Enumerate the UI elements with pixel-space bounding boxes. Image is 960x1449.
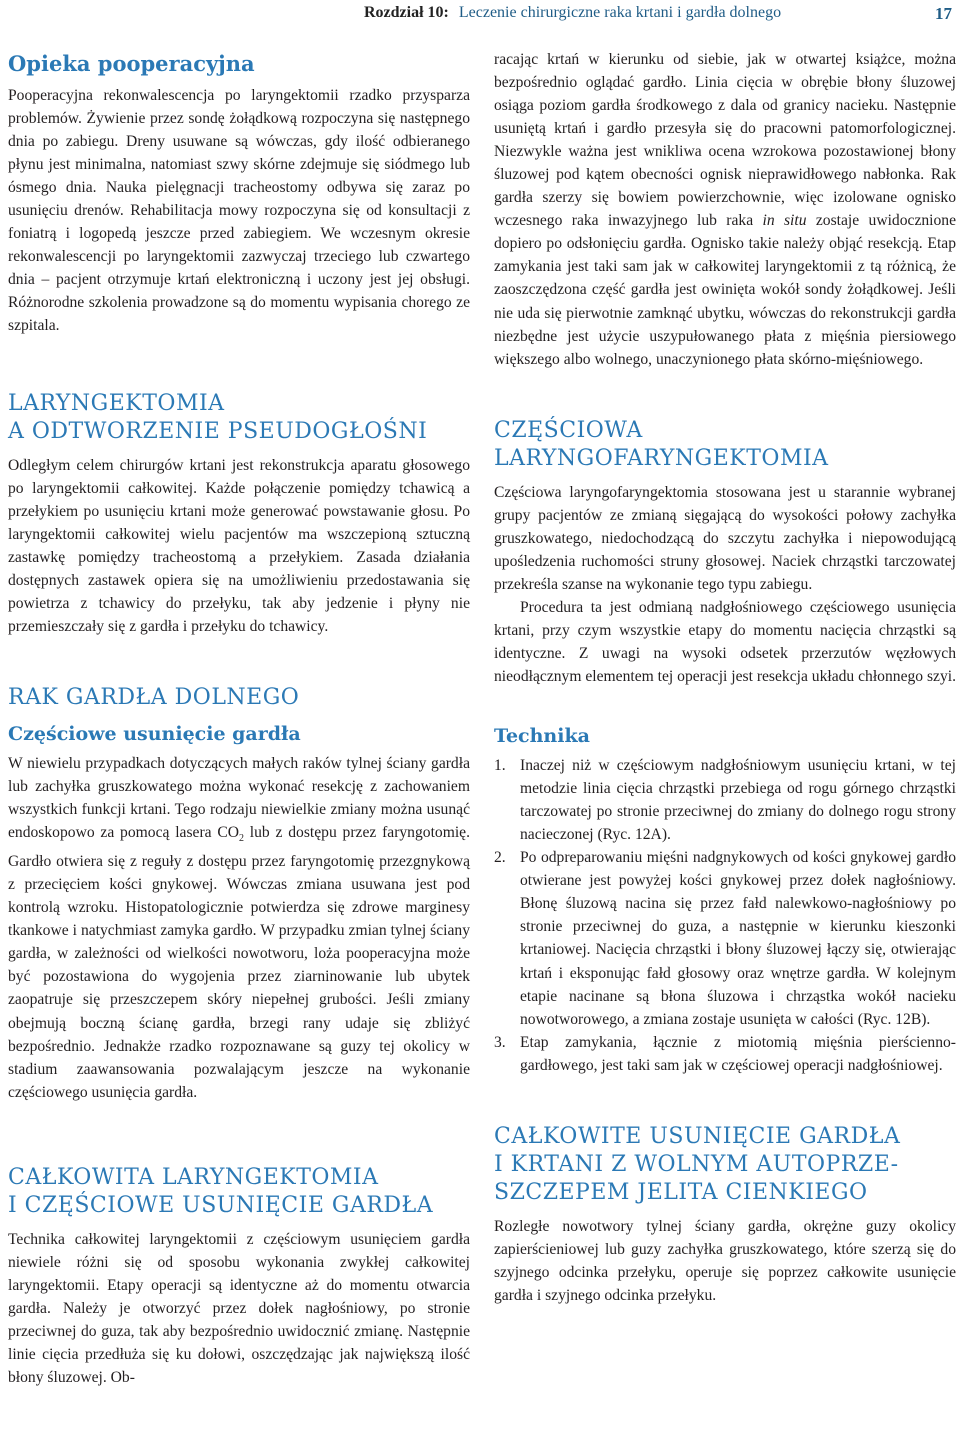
list-item	[494, 754, 956, 846]
paragraph-postoperative-care: Pooperacyjna rekonwalescencja po laryngektomii rzadko przysparza problemów. Żywienie przez sondę żołądkową rozpoczyna się następnego dnia po zabiegu. Dreny usuwane są wówczas, gdy ilość odbieranego płynu jest minimalna, natomiast szwy skórne zdejmuje się siódmego lub ósmego dnia. Nauka pielęgnacji tracheostomy odbywa się zaraz po usunięciu drenów. Rehabilitacja mowy rozpoczyna się od konsultacji z foniatrą i logopedą jeszcze przed zabiegiem. We wczesnym okresie rekonwalescencji po laryngektomii zazwyczaj trzeciego lub czwartego dnia – pacjent otrzymuje krtań elektroniczną i uczony jest jej obsługi. Różnorodne szkolenia prowadzone są do momentu wypisania chorego ze szpitala.	[8, 87, 470, 335]
paragraph-total-pharyngolaryngectomy-jejunum: Rozległe nowotwory tylnej ściany gardła, okrężne guzy okolicy zapierścieniowej lub guzy zachyłka gruszkowatego, które szerzą się do szyjnego odcinka przełyku, operuje się poprzez całkowite usunięcie gardła i szyjnego odcinka przełyku.	[494, 1217, 956, 1304]
section-title-line: A ODTWORZENIE PSEUDOGŁOŚNI	[8, 418, 428, 444]
right-column	[494, 48, 956, 1307]
text-part: racając krtań w kierunku od siebie, jak w otwartej książce, można bezpośrednio oglądać gardło. Linia cięcia w obrębie błony śluzowej osiąga poziom gardła środkowego z dala od granicy nacieku. Następnie usuniętą krtań i gardło przesyła się do pracowni patomorfologicznej. Niezwykle ważna jest wnikliwa ocena wzrokowa pozostawionej błony śluzowej pod kątem obecności ognisk nieprawidłowego nabłonka. Rak gardła szerzy się bowiem powierzchownie, więc izolowane ognisko wczesnego raka inwazyjnego lub raka	[494, 51, 956, 230]
list-number: 3.	[494, 1033, 506, 1051]
section-title-line: CZĘŚCIOWA	[494, 417, 643, 443]
technique-steps-list	[494, 754, 956, 1077]
section-title-line: I KRTANI Z WOLNYM AUTOPRZE-	[494, 1151, 899, 1177]
list-item	[494, 846, 956, 1030]
chapter-label: Rozdział 10:	[364, 4, 449, 21]
section-title-line: SZCZEPEM JELITA CIENKIEGO	[494, 1179, 868, 1205]
paragraph-total-laryngectomy-partial-pharyngectomy: Technika całkowitej laryngektomii z częściowym usunięciem gardła niewiele różni się od sposobu wykonania zwykłej całkowitej laryngektomii. Etapy operacji są identyczne aż do momentu otwarcia gardła. Należy je otworzyć przez dołek nagłośniowy, po stronie przeciwnej do guza, tak aby bezpośrednio uwidocznić zmianę. Następnie linie cięcia przedłuża się ku dołowi, oszczędzając jak największą ilość błony śluzowej. Ob-	[8, 1230, 470, 1386]
section-title-line: I CZĘŚCIOWE USUNIĘCIE GARDŁA	[8, 1192, 434, 1218]
section-title-total-laryngectomy-partial-pharyngectomy	[8, 1164, 470, 1220]
section-title-total-pharyngolaryngectomy-jejunum	[494, 1123, 956, 1207]
section-title-line: LARYNGOFARYNGEKTOMIA	[494, 445, 829, 471]
section-title-hypopharynx-cancer: RAK GARDŁA DOLNEGO	[8, 684, 300, 710]
page-number: 17	[935, 4, 952, 23]
paragraph-continuation	[494, 48, 956, 371]
subsection-title-technique: Technika	[494, 725, 590, 748]
section-title-line: CAŁKOWITA LARYNGEKTOMIA	[8, 1164, 379, 1190]
subscript-2: 2	[239, 833, 245, 845]
section-title-line: LARYNGEKTOMIA	[8, 390, 225, 416]
left-column	[8, 48, 470, 1389]
paragraph-partial-pharyngectomy	[8, 752, 470, 1104]
list-text: Inaczej niż w częściowym nadgłośniowym usunięciu krtani, w tej metodzie linia cięcia chrząstki przebiega od rogu górnego chrząstki tarczowatej po stronie przeciwnej do zmiany do dolnego rogu strony nacieczonej (Ryc. 12A).	[520, 757, 956, 844]
section-title-postoperative-care: Opieka pooperacyjna	[8, 51, 255, 76]
paragraph-partial-laryngopharyngectomy-1: Częściowa laryngofaryngektomia stosowana jest u starannie wybranej grupy pacjentów ze zmianą sięgającą do wysokości połowy zachyłka gruszkowatego, niedochodzącą do szczytu zachyłka i niepowodującą upośledzenia ruchomości struny głosowej. Naciek chrząstki tarczowatej przekreśla szanse na wykonanie tego typu zabiegu.	[494, 483, 956, 593]
text-part: lub z dostępu przez faryngotomię. Gardło otwiera się z reguły z dostępu przez faryngotomię przezgnykową z przecięciem kości gnykowej. Wówczas zmiana usuwana jest pod kontrolą wzroku. Histopatologicznie potwierdza się zdrowe marginesy tkankowe i natychmiast zamyka gardło. W przypadku zmian tylnej ściany gardła, w zależności od wielkości nowotworu, loża pooperacyjna może być pozostawiona do wygojenia przez ziarninowanie lub ubytek zaopatruje się przeszczepem skóry niepełnej grubości. Jeśli zmiany obejmują boczną ścianę gardła, brzegi rany udaje się zbliżyć bezpośrednio. Jednakże rzadko rozpoznawane są guzy tej okolicy w stadium zaawansowania pozwalającym jeszcze na wykonanie częściowego usunięcia gardła.	[8, 824, 470, 1101]
list-text: Po odpreparowaniu mięśni nadgnykowych od kości gnykowej gardło otwierane jest powyżej kości gnykowej przez dołek nagłośniowy. Błonę śluzową nacina się przez fałd nalewkowo-nagłośniowy po stronie przeciwnej do guza, a następnie w kierunku kieszonki krtaniowej. Nacięcia chrząstki i błony śluzowej łączy się, otwierając krtań i eksponując fałd głosowy oraz wnętrze gardła. W kolejnym etapie nacinane są błona śluzowa i chrząstka wokół nacieku nowotworowego, a zmiana zostaje usunięta w całości (Ryc. 12B).	[520, 849, 956, 1028]
text-part: W niewielu przypadkach dotyczących małych raków tylnej ściany gardła lub zachyłka gruszkowatego można wykonać resekcję z zachowaniem wszystkich funkcji krtani. Tego rodzaju niewielkie zmiany można usunąć endoskopowo za pomocą lasera CO	[8, 754, 470, 842]
list-number: 2.	[494, 849, 506, 867]
section-title-line: CAŁKOWITE USUNIĘCIE GARDŁA	[494, 1123, 901, 1149]
list-item	[494, 1031, 956, 1077]
section-title-partial-laryngopharyngectomy	[494, 417, 956, 473]
text-part: zostaje uwidocznione dopiero po odsłonięciu gardła. Ognisko takie należy objąć resekcją. Etap zamykania jest taki sam jak w całkowitej laryngektomii z tą różnicą, że zaoszczędzona część gardła jest owinięta wokół sondy żołądkowej. Jeśli nie uda się pierwotnie zamknąć ubytku, wówczas do rekonstrukcji gardła niezbędne jest użycie uszypułowanego płata z mięśnia piersiowego większego albo wolnego, unaczynionego płata skórno-mięśniowego.	[494, 212, 957, 368]
list-text: Etap zamykania, łącznie z miotomią mięśnia pierścienno-gardłowego, jest taki sam jak w częściowej operacji nadgłośniowej.	[520, 1033, 956, 1074]
subsection-title-partial-pharyngectomy: Częściowe usunięcie gardła	[8, 722, 301, 745]
paragraph-laryngectomy-voice: Odległym celem chirurgów krtani jest rekonstrukcja aparatu głosowego po laryngektomii całkowitej. Każde połączenie pomiędzy tchawicą a przełykiem po usunięciu krtani może generować powstawanie głosu. Po laryngektomii całkowitej wielu pacjentów ma wszczepioną sztuczną zastawkę pomiędzy tracheostomą a przełykiem. Zasada działania dostępnych zastawek opiera się na umożliwieniu przedostawania się powietrza z tchawicy do przełyku, tak aby jedzenie i płyny nie przemieszczały się z gardła i przełyku do tchawicy.	[8, 456, 470, 635]
chapter-title: Leczenie chirurgiczne raka krtani i gardła dolnego	[458, 4, 782, 21]
list-number: 1.	[494, 757, 506, 775]
italic-in-situ: in situ	[762, 212, 807, 230]
running-header	[364, 4, 952, 26]
paragraph-partial-laryngopharyngectomy-2: Procedura ta jest odmianą nadgłośniowego częściowego usunięcia krtani, przy czym wszystkie etapy do momentu nacięcia chrząstki są identyczne. Z uwagi na wysoki odsetek przerzutów węzłowych nieodłącznym elementem tej operacji jest resekcja układu chłonnego szyi.	[494, 598, 957, 686]
section-title-laryngectomy-voice	[8, 390, 470, 446]
